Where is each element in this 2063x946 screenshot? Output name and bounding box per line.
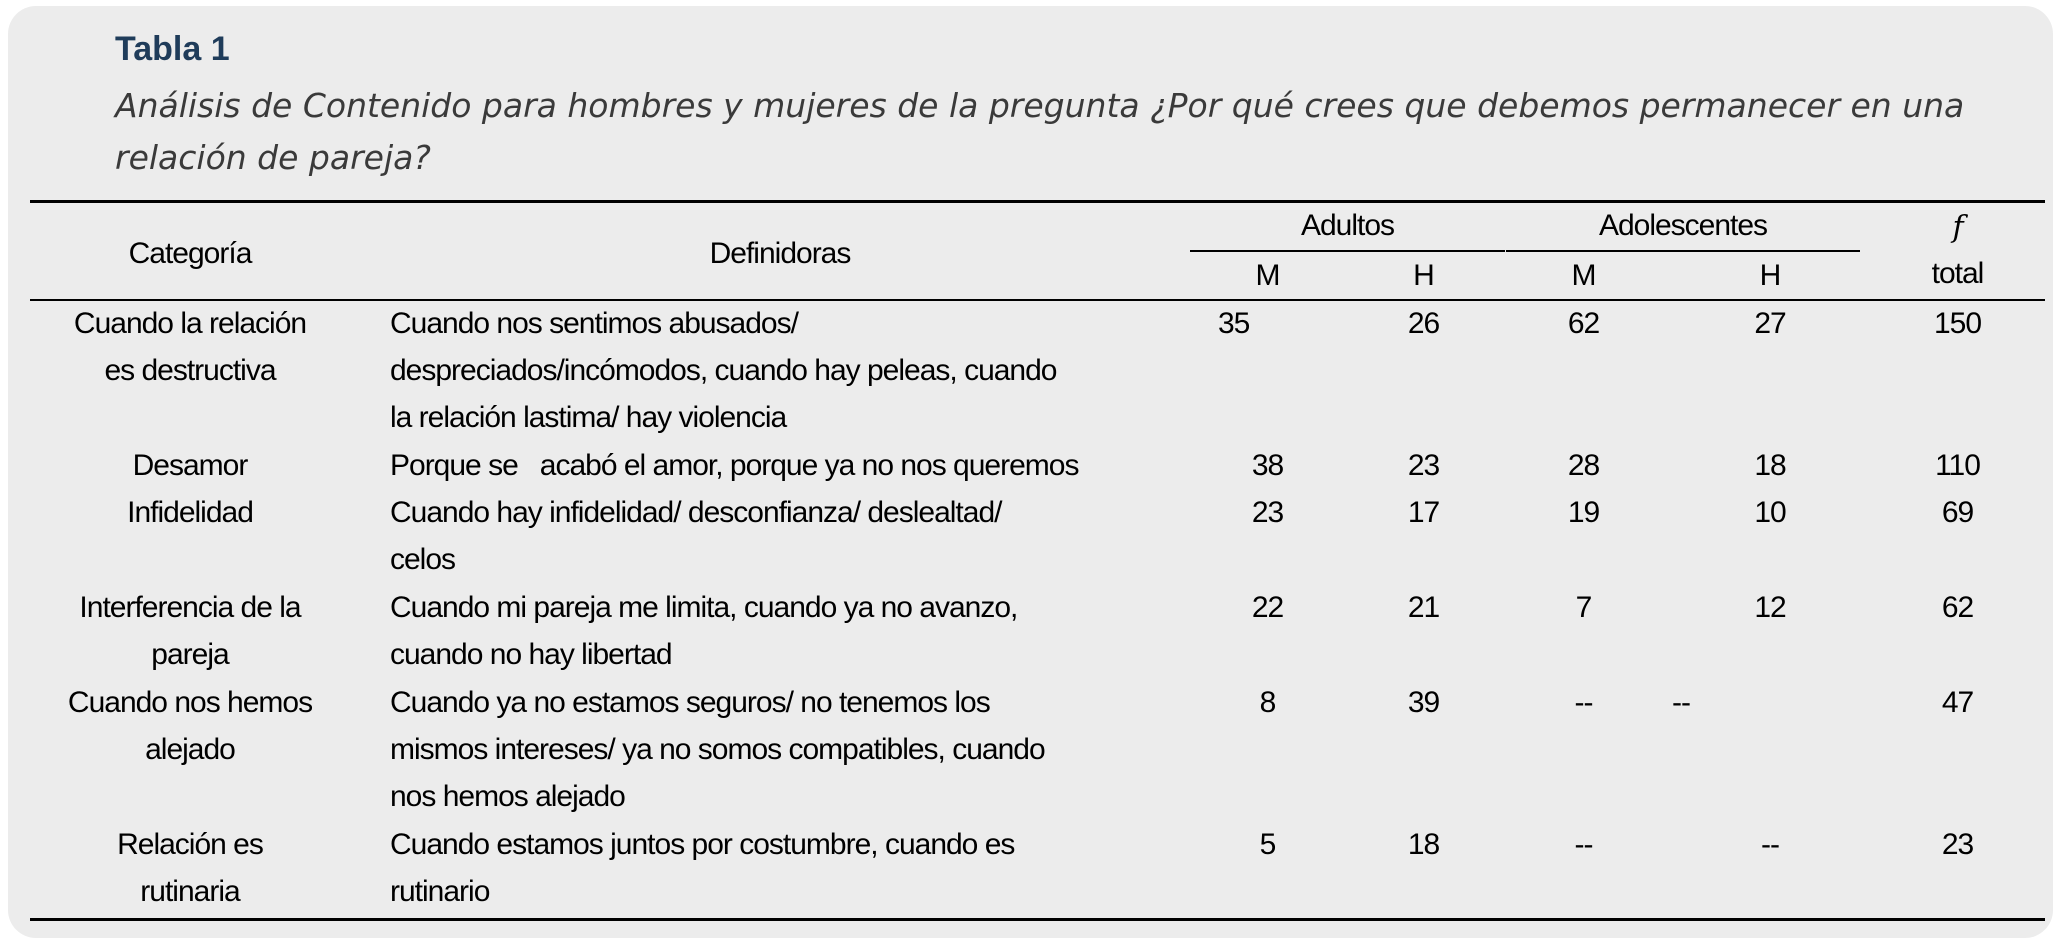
row-definition: Cuando mi pareja me limita, cuando ya no avanzo, cuando no hay libertad <box>390 591 1018 671</box>
row-adolescentes-m: -- <box>1574 828 1593 861</box>
row-adultos-h: 17 <box>1407 496 1440 529</box>
row-category: Relación es rutinaria <box>117 828 263 908</box>
row-adultos-h: 18 <box>1407 828 1440 861</box>
row-total: 69 <box>1941 496 1974 529</box>
row-adultos-m: 38 <box>1251 449 1284 482</box>
header-adolescentes-h: H <box>1759 259 1781 292</box>
row-adolescentes-m: 28 <box>1567 449 1600 482</box>
row-adultos-m: 35 <box>1218 307 1250 340</box>
bottom-rule <box>30 918 2045 921</box>
row-adultos-h: 21 <box>1407 591 1440 624</box>
row-category: Infidelidad <box>127 496 253 529</box>
header-definidoras: Definidoras <box>709 237 851 270</box>
row-category: Cuando nos hemos alejado <box>67 686 313 766</box>
row-total: 150 <box>1933 307 1982 340</box>
content-table <box>30 200 2045 921</box>
table-title: Tabla 1 <box>115 30 230 68</box>
row-definition: Cuando nos sentimos abusados/ despreciados/incómodos, cuando hay peleas, cuando la relación lastima/ hay violencia <box>390 307 1057 434</box>
header-f: f <box>1952 210 1963 245</box>
row-total: 23 <box>1941 828 1974 861</box>
row-adolescentes-h: 27 <box>1754 307 1786 340</box>
row-adultos-m: 22 <box>1251 591 1284 624</box>
row-adultos-h: 23 <box>1407 449 1440 482</box>
table-card <box>8 6 2053 938</box>
row-adultos-m: 5 <box>1259 828 1276 861</box>
row-adolescentes-h: 12 <box>1754 591 1786 624</box>
row-definition: Porque se acabó el amor, porque ya no nos queremos <box>390 449 1079 482</box>
row-adolescentes-m: 7 <box>1575 591 1592 624</box>
row-definition: Cuando estamos juntos por costumbre, cuando es rutinario <box>390 828 1015 908</box>
row-adolescentes-h: -- <box>1672 686 1690 719</box>
row-adolescentes-m: -- <box>1574 686 1593 719</box>
row-adolescentes-h: -- <box>1761 828 1779 861</box>
row-adolescentes-h: 10 <box>1754 496 1786 529</box>
header-adultos-h: H <box>1413 259 1434 292</box>
row-definition: Cuando ya no estamos seguros/ no tenemos los mismos intereses/ ya no somos compatibles, cuando nos hemos alejado <box>390 686 1045 813</box>
header-total: total <box>1931 257 1984 290</box>
row-adolescentes-m: 19 <box>1567 496 1600 529</box>
header-adolescentes-m: M <box>1571 259 1596 292</box>
header-adolescentes: Adolescentes <box>1598 209 1768 242</box>
header-adultos-m: M <box>1255 259 1280 292</box>
header-adultos: Adultos <box>1300 209 1395 242</box>
row-total: 47 <box>1941 686 1974 719</box>
row-adolescentes-m: 62 <box>1567 307 1600 340</box>
row-adultos-h: 39 <box>1407 686 1440 719</box>
header-categoria: Categoría <box>128 237 252 270</box>
row-adultos-m: 8 <box>1259 686 1276 719</box>
row-category: Cuando la relación es destructiva <box>73 307 307 387</box>
row-definition: Cuando hay infidelidad/ desconfianza/ deslealtad/ celos <box>390 496 1002 576</box>
row-adultos-h: 26 <box>1407 307 1440 340</box>
row-adolescentes-h: 18 <box>1754 449 1786 482</box>
row-adultos-m: 23 <box>1251 496 1284 529</box>
row-total: 62 <box>1941 591 1974 624</box>
table-caption: Análisis de Contenido para hombres y mujeres de la pregunta ¿Por qué crees que debemos permanecer en una relación de pareja? <box>115 86 1965 177</box>
row-total: 110 <box>1935 449 1980 482</box>
row-category: Desamor <box>132 449 248 482</box>
row-category: Interferencia de la pareja <box>79 591 301 671</box>
